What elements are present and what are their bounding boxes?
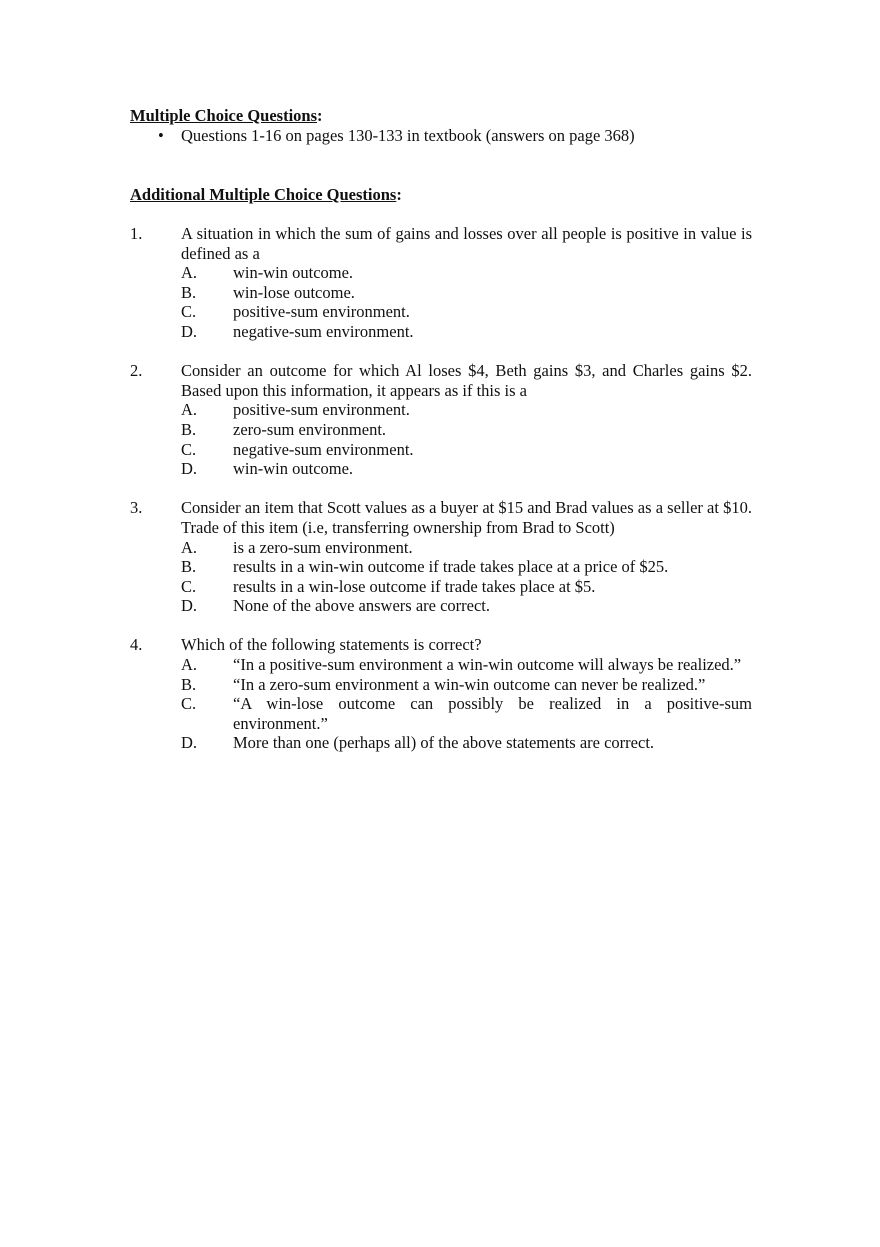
option-a (181, 263, 752, 283)
option-text: results in a win-win outcome if trade takes place at a price of $25. (233, 557, 669, 577)
option-b (181, 283, 752, 303)
option-letter: C. (181, 439, 197, 459)
option-d (181, 322, 752, 342)
option-list (181, 538, 752, 616)
option-text: is a zero-sum environment. (233, 537, 413, 557)
option-text: win-lose outcome. (233, 282, 355, 302)
option-list (181, 655, 752, 753)
option-text: results in a win-lose outcome if trade takes place at $5. (233, 576, 596, 596)
section-heading-colon: : (317, 106, 323, 125)
option-b (181, 675, 752, 695)
option-text: “A win-lose outcome can possibly be realized in a positive-sum environment.” (233, 694, 752, 733)
question-4 (130, 635, 752, 753)
option-text: positive-sum environment. (233, 302, 410, 322)
section-heading-additional (130, 185, 752, 205)
question-number: 3. (130, 498, 143, 518)
option-a (181, 400, 752, 420)
option-text: “In a positive-sum environment a win-win outcome will always be realized.” (233, 655, 742, 675)
option-letter: A. (181, 537, 198, 557)
option-letter: C. (181, 694, 197, 714)
option-a (181, 655, 752, 675)
option-letter: C. (181, 302, 197, 322)
option-text: More than one (perhaps all) of the above statements are correct. (233, 733, 655, 753)
option-letter: D. (181, 321, 198, 341)
option-list (181, 263, 752, 341)
option-d (181, 459, 752, 479)
option-list (181, 400, 752, 478)
question-number: 1. (130, 224, 143, 243)
question-list (130, 224, 752, 753)
bullet-list (130, 126, 752, 146)
option-letter: D. (181, 596, 198, 616)
option-c (181, 440, 752, 460)
question-text: A situation in which the sum of gains and losses over all people is positive in value is defined as a (181, 224, 752, 263)
question-text: Consider an outcome for which Al loses $4, Beth gains $3, and Charles gains $2. Based upon this information, it appears as if this is a (181, 361, 752, 400)
option-text: win-win outcome. (233, 263, 354, 283)
option-text: negative-sum environment. (233, 439, 414, 459)
option-letter: C. (181, 576, 197, 596)
section-heading-text: Additional Multiple Choice Questions (130, 185, 397, 204)
bullet-icon: • (158, 126, 164, 145)
question-number: 2. (130, 361, 143, 381)
option-letter: B. (181, 674, 197, 694)
option-letter: B. (181, 557, 197, 577)
option-letter: B. (181, 282, 197, 302)
option-b (181, 420, 752, 440)
bullet-item (130, 126, 752, 146)
option-a (181, 538, 752, 558)
section-heading-colon: : (396, 185, 402, 204)
option-letter: D. (181, 733, 198, 753)
bullet-text: Questions 1-16 on pages 130-133 in textbook (answers on page 368) (181, 126, 635, 145)
question-2 (130, 361, 752, 479)
option-text: win-win outcome. (233, 459, 354, 479)
option-b (181, 557, 752, 577)
question-number: 4. (130, 635, 143, 655)
option-text: None of the above answers are correct. (233, 596, 490, 616)
section-heading-multiple-choice (130, 106, 752, 126)
question-text: Consider an item that Scott values as a buyer at $15 and Brad values as a seller at $10. Trade of this item (i.e, transferring ownership from Brad to Scott) (181, 498, 752, 537)
option-text: positive-sum environment. (233, 400, 410, 420)
option-letter: D. (181, 459, 198, 479)
option-letter: A. (181, 655, 198, 675)
question-text: Which of the following statements is correct? (181, 635, 482, 655)
option-letter: A. (181, 263, 198, 283)
option-c (181, 577, 752, 597)
option-text: negative-sum environment. (233, 321, 414, 341)
option-d (181, 596, 752, 616)
option-text: zero-sum environment. (233, 419, 387, 439)
section-heading-text: Multiple Choice Questions (130, 106, 318, 125)
option-letter: A. (181, 400, 198, 420)
option-text: “In a zero-sum environment a win-win outcome can never be realized.” (233, 674, 706, 694)
question-3 (130, 498, 752, 616)
option-c (181, 694, 752, 733)
option-c (181, 302, 752, 322)
question-1 (130, 224, 752, 342)
document-page (130, 106, 752, 773)
option-d (181, 733, 752, 753)
option-letter: B. (181, 419, 197, 439)
